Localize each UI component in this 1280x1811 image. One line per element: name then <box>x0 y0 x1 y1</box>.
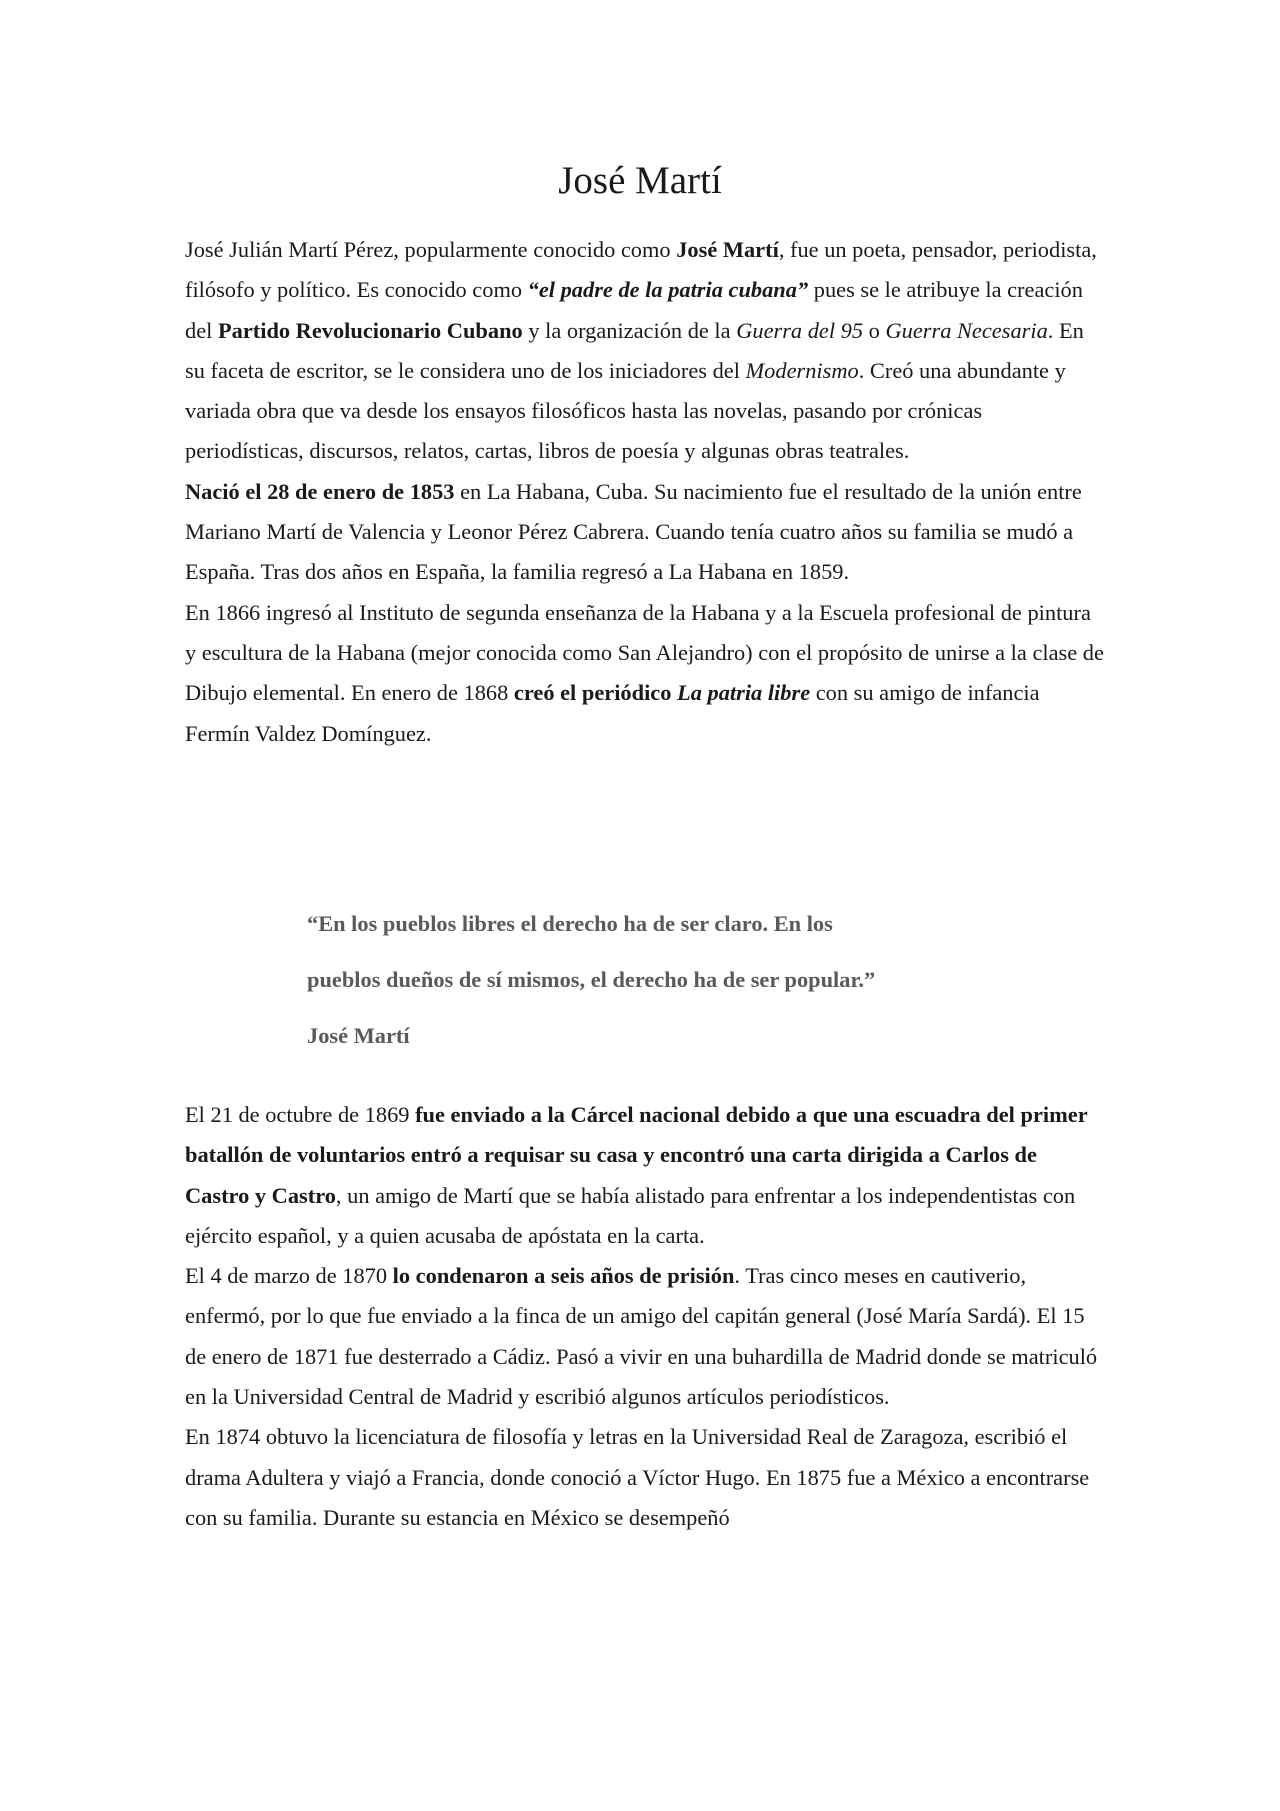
quote-author: José Martí <box>307 1023 410 1048</box>
paragraph: Nació el 28 de enero de 1853 en La Habana, Cuba. Su nacimiento fue el resultado de la unión entre Mariano Martí de Valencia y Leonor Pérez Cabrera. Cuando tenía cuatro años su familia se mudó a España. Tras dos años en España, la familia regresó a La Habana en 1859. <box>185 478 1082 585</box>
emphasized-text: Nació el 28 de enero de 1853 <box>185 478 455 504</box>
emphasized-text: Guerra Necesaria <box>885 317 1048 343</box>
emphasized-text: José Martí <box>676 237 779 262</box>
emphasized-text: lo condenaron a seis años de prisión <box>392 1263 735 1289</box>
paragraph: El 21 de octubre de 1869 fue enviado a la Cárcel nacional debido a que una escuadra del primer batallón de voluntarios entró a requisar su casa y encontró una carta dirigida a Carlos de Castro y Castro, un amigo de Martí que se había alistado para enfrentar a los independentistas con ejército español, y a quien acusaba de apóstata en la carta. <box>185 1102 1088 1248</box>
body-text-section-1 <box>185 230 1105 754</box>
paragraph: El 4 de marzo de 1870 lo condenaron a seis años de prisión. Tras cinco meses en cautiverio, enfermó, por lo que fue enviado a la finca de un amigo del capitán general (José María Sardá). El 15 de enero de 1871 fue desterrado a Cádiz. Pasó a vivir en una buhardilla de Madrid donde se matriculó en la Universidad Central de Madrid y escribió algunos artículos periodísticos. <box>185 1263 1098 1410</box>
quote-line-1: “En los pueblos libres el derecho ha de ser claro. En los <box>307 911 833 936</box>
paragraph: En 1866 ingresó al Instituto de segunda enseñanza de la Habana y a la Escuela profesional de pintura y escultura de la Habana (mejor conocida como San Alejandro) con el propósito de unirse a la clase de Dibujo elemental. En enero de 1868 creó el periódico La patria libre con su amigo de infancia Fermín Valdez Domínguez. <box>185 599 1104 746</box>
blockquote <box>307 896 1007 1064</box>
page-title: José Martí <box>558 159 722 202</box>
emphasized-text: Guerra del 95 <box>736 317 864 343</box>
emphasized-text: creó el periódico <box>513 680 678 706</box>
paragraph: José Julián Martí Pérez, popularmente conocido como José Martí, fue un poeta, pensador, periodista, filósofo y político. Es conocido como “el padre de la patria cubana” pues se le atribuye la creación del Partido Revolucionario Cubano y la organización de la Guerra del 95 o Guerra Necesaria. En su faceta de escritor, se le considera uno de los iniciadores del Modernismo. Creó una abundante y variada obra que va desde los ensayos filosóficos hasta las novelas, pasando por crónicas periodísticas, discursos, relatos, cartas, libros de poesía y algunas obras teatrales. <box>185 237 1097 464</box>
emphasized-text: Partido Revolucionario Cubano <box>217 317 523 343</box>
paragraph: En 1874 obtuvo la licenciatura de filosofía y letras en la Universidad Real de Zaragoza, escribió el drama Adultera y viajó a Francia, donde conoció a Víctor Hugo. En 1875 fue a México a encontrarse con su familia. Durante su estancia en México se desempeñó <box>185 1424 1090 1530</box>
emphasized-text: Modernismo <box>745 357 859 383</box>
body-text-section-2 <box>185 1095 1105 1538</box>
emphasized-text: fue enviado a la Cárcel nacional debido a que una escuadra del primer batallón de voluntarios entró a requisar su casa y encontró una carta dirigida a Carlos de Castro y Castro <box>185 1102 1088 1208</box>
quote-line-2: pueblos dueños de sí mismos, el derecho ha de ser popular.” <box>307 967 876 992</box>
emphasized-text: La patria libre <box>677 680 811 706</box>
emphasized-text: “el padre de la patria cubana” <box>527 277 809 303</box>
